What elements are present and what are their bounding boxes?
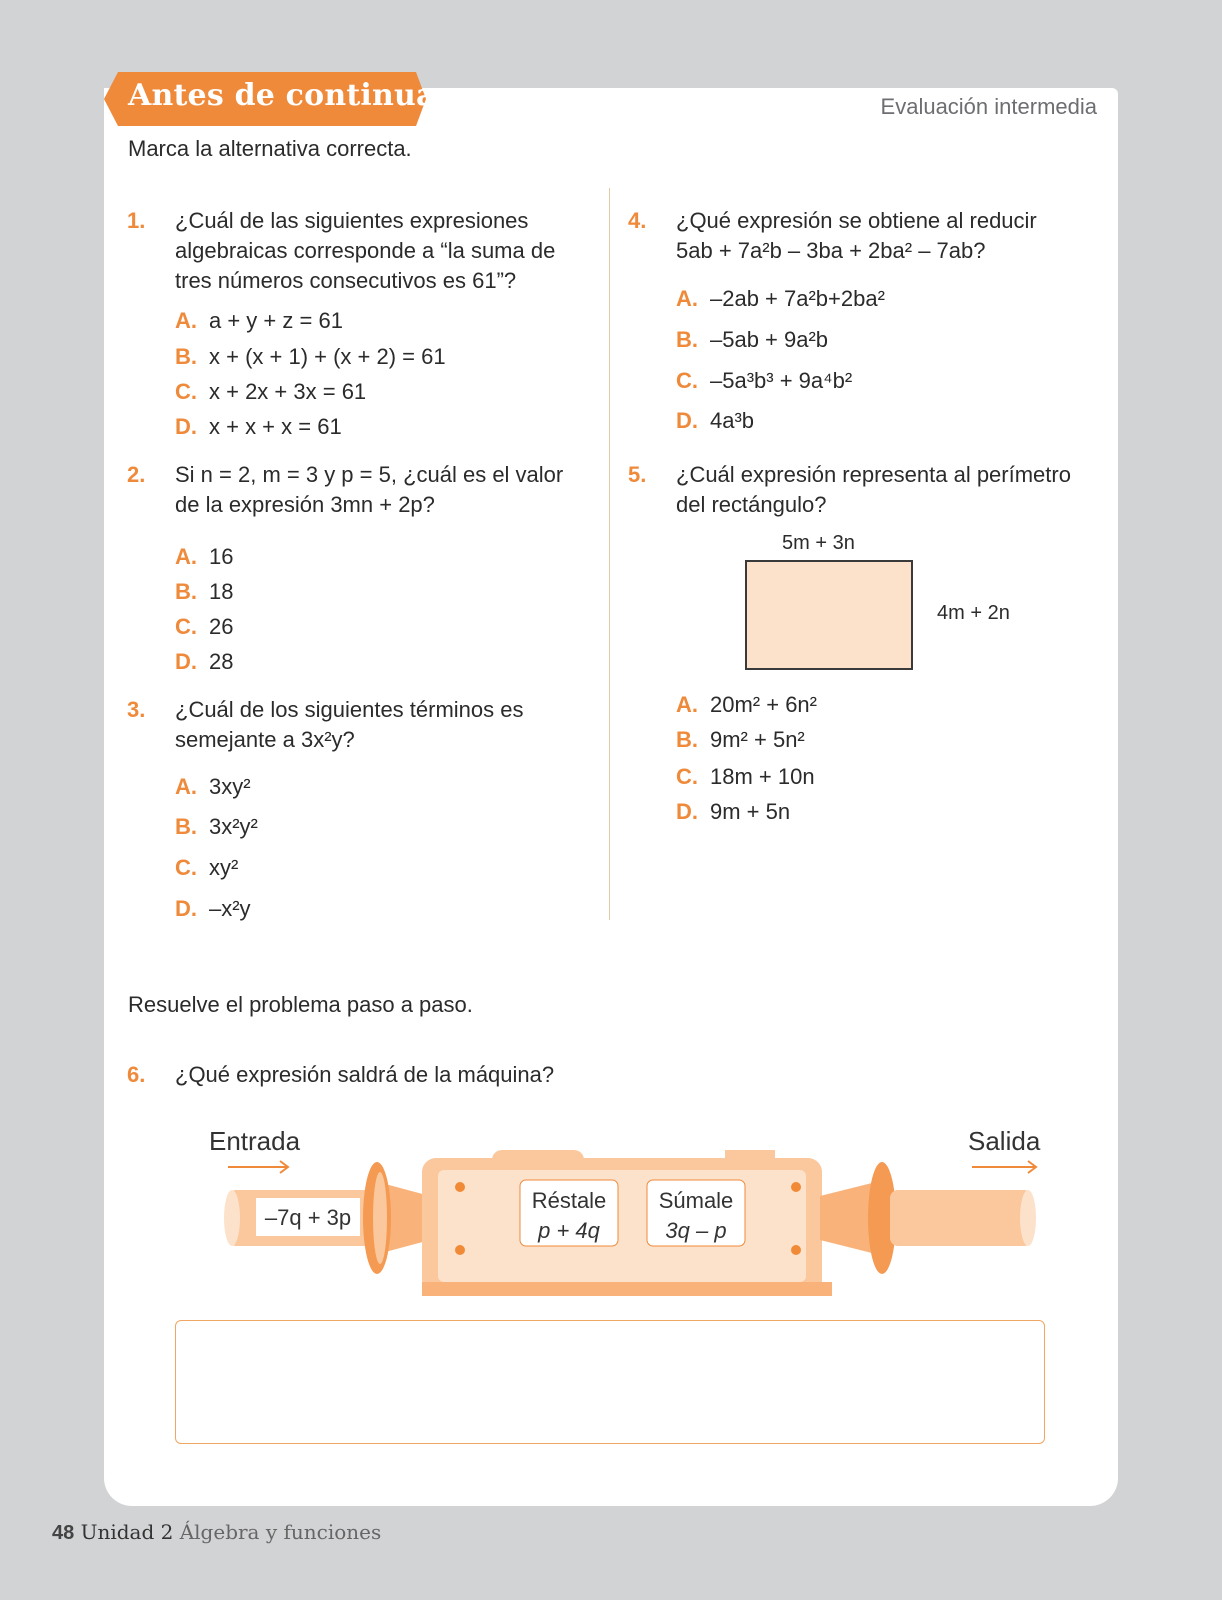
question-stem [175,1060,675,1090]
option-text: 9m + 5n [710,799,791,824]
question-stem [175,695,595,755]
option-letter: A. [676,692,698,717]
stem-line: del rectángulo? [676,492,827,517]
rectangle-height-label: 4m + 2n [937,602,1010,624]
output-label: Salida [968,1126,1041,1156]
option-4c[interactable] [676,366,852,396]
option-letter: C. [676,368,698,393]
option-4d[interactable] [676,406,754,436]
option-3b[interactable] [175,812,258,842]
input-arrow-icon [228,1161,288,1173]
unit-label: Unidad 2 [80,1520,174,1544]
option-letter: D. [175,896,197,921]
option-letter: B. [676,727,698,752]
question-number: 1. [127,208,146,233]
question-stem [676,206,1096,266]
option-letter: B. [175,579,197,604]
option-letter: D. [175,649,197,674]
step-1-expression: p + 4q [538,1218,600,1243]
stem-line: 5ab + 7a²b – 3ba + 2ba² – 7ab? [676,238,986,263]
step-2-label: Súmale [658,1188,734,1213]
option-text: 3xy² [209,774,251,799]
option-2a[interactable] [175,542,233,572]
output-arrow-icon [972,1161,1036,1173]
option-text: –5ab + 9a²b [710,327,829,352]
option-letter: C. [175,614,197,639]
page-number: 48 [52,1522,75,1544]
option-1b[interactable] [175,342,446,372]
option-text: x + (x + 1) + (x + 2) = 61 [209,344,446,369]
step-2-box [647,1186,745,1246]
option-text: –5a³b³ + 9a⁴b² [710,368,853,393]
option-letter: B. [676,327,698,352]
question-number: 3. [127,697,146,722]
rectangle-width-label: 5m + 3n [782,532,855,554]
banner-title: Antes de continuar [128,78,452,113]
option-letter: D. [676,799,698,824]
option-text: x + 2x + 3x = 61 [209,379,367,404]
page-footer [52,1520,381,1545]
option-text: 28 [209,649,234,674]
option-text: 20m² + 6n² [710,692,817,717]
option-5a[interactable] [676,690,817,720]
instruction-multiple-choice: Marca la alternativa correcta. [128,136,412,161]
input-expression: –7q + 3p [264,1205,352,1230]
step-1-label: Réstale [531,1188,607,1213]
step-2-expression: 3q – p [665,1218,727,1243]
option-1a[interactable] [175,306,343,336]
stem-line: ¿Qué expresión saldrá de la máquina? [175,1062,555,1087]
stem-line: semejante a 3x²y? [175,727,355,752]
section-label: Evaluación intermedia [880,94,1097,119]
option-1c[interactable] [175,377,366,407]
option-text: 16 [209,544,234,569]
column-divider [609,188,610,920]
question-stem [175,460,605,520]
question-stem [175,206,595,296]
option-letter: D. [175,414,197,439]
input-label: Entrada [209,1126,301,1156]
option-3c[interactable] [175,853,238,883]
option-text: xy² [209,855,239,880]
stem-line: ¿Cuál de los siguientes términos es [175,697,524,722]
option-4b[interactable] [676,325,828,355]
option-letter: A. [175,774,197,799]
question-number: 6. [127,1062,146,1087]
answer-box[interactable] [175,1320,1045,1444]
option-text: 9m² + 5n² [710,727,805,752]
stem-line: tres números consecutivos es 61”? [175,268,517,293]
option-letter: A. [175,544,197,569]
option-4a[interactable] [676,284,885,314]
option-2d[interactable] [175,647,233,677]
option-text: 18m + 10n [710,764,815,789]
question-number: 5. [628,462,647,487]
option-3d[interactable] [175,894,251,924]
option-2c[interactable] [175,612,233,642]
option-5c[interactable] [676,762,815,792]
step-1-box [520,1186,618,1246]
option-letter: C. [175,855,197,880]
instruction-step-by-step: Resuelve el problema paso a paso. [128,992,473,1017]
option-3a[interactable] [175,772,251,802]
option-text: 3x²y² [209,814,258,839]
option-1d[interactable] [175,412,342,442]
question-stem [676,460,1106,520]
stem-line: ¿Cuál expresión representa al perímetro [676,462,1071,487]
stem-line: ¿Qué expresión se obtiene al reducir [676,208,1037,233]
option-letter: A. [676,286,698,311]
option-letter: B. [175,814,197,839]
stem-line: Si n = 2, m = 3 y p = 5, ¿cuál es el valor [175,462,564,487]
option-letter: C. [676,764,698,789]
unit-title: Álgebra y funciones [179,1520,382,1544]
option-text: 18 [209,579,234,604]
option-letter: B. [175,344,197,369]
option-2b[interactable] [175,577,233,607]
option-text: –2ab + 7a²b+2ba² [710,286,885,311]
rectangle-figure [745,560,913,670]
option-text: 4a³b [710,408,755,433]
option-text: –x²y [209,896,251,921]
option-letter: A. [175,308,197,333]
stem-line: ¿Cuál de las siguientes expresiones [175,208,529,233]
option-text: a + y + z = 61 [209,308,343,333]
option-text: x + x + x = 61 [209,414,342,439]
option-letter: C. [175,379,197,404]
stem-line: de la expresión 3mn + 2p? [175,492,435,517]
question-number: 2. [127,462,146,487]
option-5b[interactable] [676,725,805,755]
question-number: 4. [628,208,647,233]
option-5d[interactable] [676,797,790,827]
option-text: 26 [209,614,234,639]
stem-line: algebraicas corresponde a “la suma de [175,238,556,263]
option-letter: D. [676,408,698,433]
